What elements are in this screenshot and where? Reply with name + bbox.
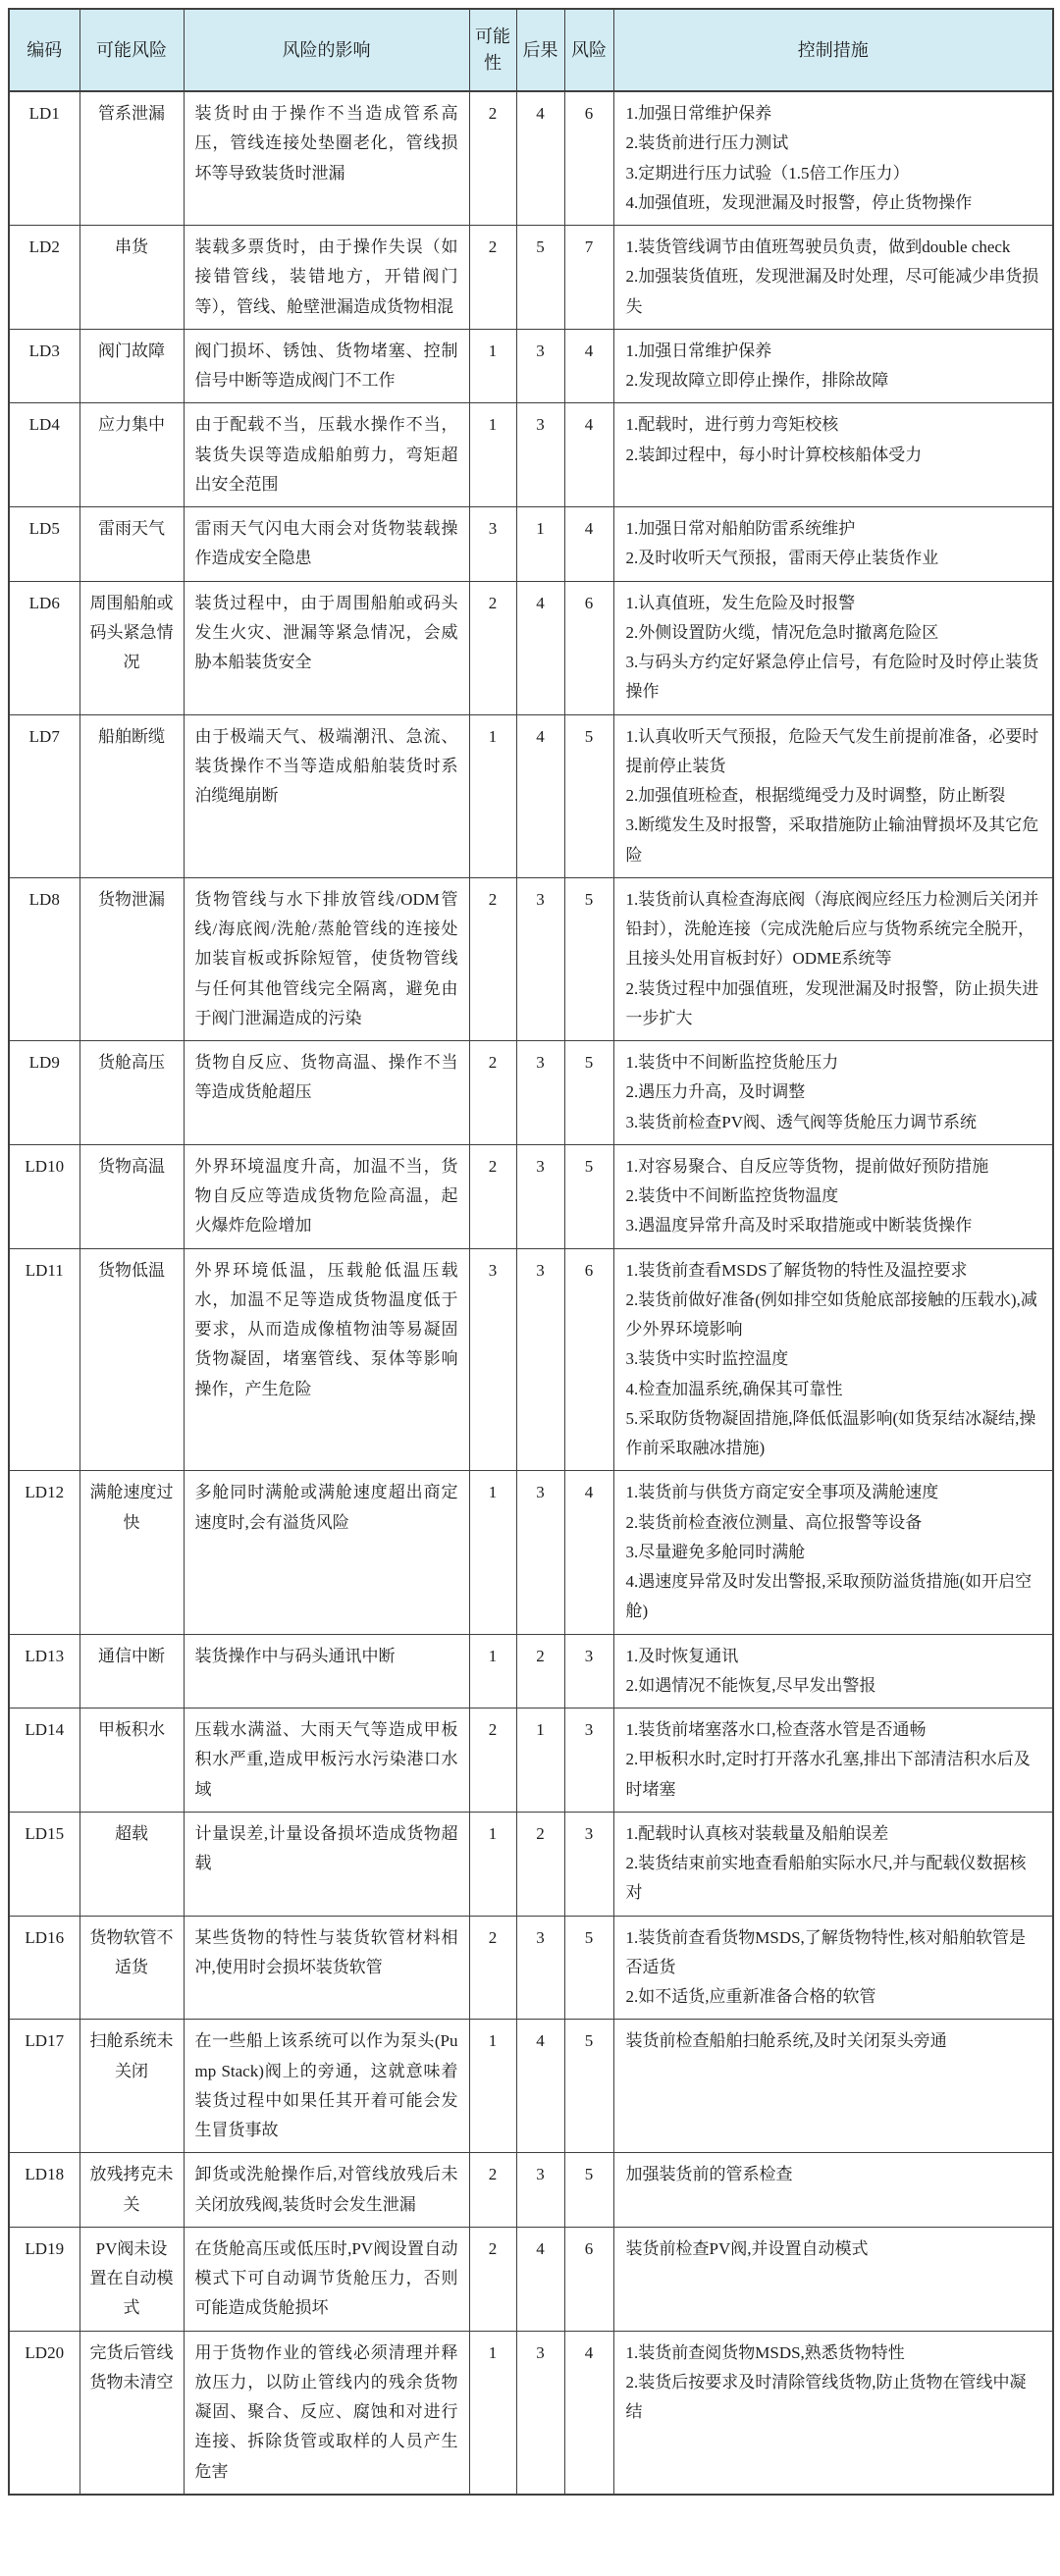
cell-possible-risk: 阀门故障 xyxy=(80,329,184,403)
cell-consequence: 3 xyxy=(516,2153,564,2228)
cell-control-measures xyxy=(613,1248,1053,1471)
control-measure-line: 2.装货结束前实地查看船舶实际水尺,并与配载仪数据核对 xyxy=(625,1854,1027,1903)
control-measure-line: 2.如遇情况不能恢复,尽早发出警报 xyxy=(625,1675,876,1695)
cell-code: LD18 xyxy=(9,2153,80,2228)
cell-code: LD17 xyxy=(9,2020,80,2153)
table-row xyxy=(9,1916,1053,2020)
cell-risk-impact: 卸货或洗舱操作后,对管线放残后未关闭放残阀,装货时会发生泄漏 xyxy=(184,2153,469,2228)
cell-risk-impact: 压载水满溢、大雨天气等造成甲板积水严重,造成甲板污水污染港口水域 xyxy=(184,1709,469,1813)
cell-code: LD10 xyxy=(9,1144,80,1248)
control-measure-line: 1.装货前与供货方商定安全事项及满舱速度 xyxy=(625,1483,939,1502)
control-measure-line: 3.与码头方约定好紧急停止信号，有危险时及时停止装货操作 xyxy=(625,653,1039,702)
cell-risk-level: 6 xyxy=(564,2227,613,2331)
control-measure-line: 2.装货前进行压力测试 xyxy=(625,133,789,153)
control-measure-line: 1.装货前查看货物MSDS,了解货物特性,核对船舶软管是否适货 xyxy=(625,1927,1027,1976)
control-measure-line: 装货前检查船舶扫舱系统,及时关闭泵头旁通 xyxy=(625,2031,947,2051)
control-measure-line: 2.发现故障立即停止操作，排除故障 xyxy=(625,371,889,390)
cell-risk-level: 5 xyxy=(564,1144,613,1248)
control-measure-line: 2.装货中不间断监控货物温度 xyxy=(625,1186,839,1205)
cell-code: LD4 xyxy=(9,403,80,507)
cell-possible-risk: 货舱高压 xyxy=(80,1041,184,1145)
cell-possible-risk: 船舶断缆 xyxy=(80,714,184,877)
cell-possibility: 2 xyxy=(469,1041,516,1145)
cell-possibility: 1 xyxy=(469,714,516,877)
cell-risk-level: 5 xyxy=(564,2020,613,2153)
table-row xyxy=(9,2331,1053,2495)
cell-control-measures xyxy=(613,403,1053,507)
cell-code: LD9 xyxy=(9,1041,80,1145)
cell-possible-risk: 雷雨天气 xyxy=(80,507,184,582)
cell-risk-level: 5 xyxy=(564,877,613,1040)
control-measure-line: 3.断缆发生及时报警，采取措施防止输油臂损坏及其它危险 xyxy=(625,815,1039,865)
cell-risk-impact: 装货过程中，由于周围船舶或码头发生火灾、泄漏等紧急情况，会威胁本船装货安全 xyxy=(184,581,469,714)
cell-possibility: 1 xyxy=(469,1634,516,1709)
cell-risk-impact: 由于极端天气、极端潮汛、急流、装货操作不当等造成船舶装货时系泊缆绳崩断 xyxy=(184,714,469,877)
cell-consequence: 3 xyxy=(516,329,564,403)
cell-risk-level: 3 xyxy=(564,1634,613,1709)
cell-possibility: 2 xyxy=(469,91,516,226)
cell-possibility: 1 xyxy=(469,2331,516,2495)
cell-risk-level: 4 xyxy=(564,329,613,403)
cell-risk-impact: 货物自反应、货物高温、操作不当等造成货舱超压 xyxy=(184,1041,469,1145)
control-measure-line: 2.及时收听天气预报，雷雨天停止装货作业 xyxy=(625,549,939,568)
cell-risk-impact: 在货舱高压或低压时,PV阀设置自动模式下可自动调节货舱压力，否则可能造成货舱损坏 xyxy=(184,2227,469,2331)
cell-risk-impact: 用于货物作业的管线必须清理并释放压力，以防止管线内的残余货物凝固、聚合、反应、腐蚀和对进行连接、拆除货管或取样的人员产生危害 xyxy=(184,2331,469,2495)
cell-possible-risk: 扫舱系统未关闭 xyxy=(80,2020,184,2153)
control-measure-line: 装货前检查PV阀,并设置自动模式 xyxy=(625,2238,869,2258)
header-risk-level: 风险 xyxy=(564,9,613,91)
cell-possibility: 2 xyxy=(469,2227,516,2331)
control-measure-line: 1.装货管线调节由值班驾驶员负责，做到double check xyxy=(625,237,1011,256)
header-possibility: 可能性 xyxy=(469,9,516,91)
table-row xyxy=(9,1634,1053,1709)
cell-control-measures xyxy=(613,2227,1053,2331)
risk-assessment-table xyxy=(8,8,1054,2496)
control-measure-line: 1.认真收听天气预报，危险天气发生前提前准备，必要时提前停止装货 xyxy=(625,726,1039,775)
cell-possible-risk: PV阀未设置在自动模式 xyxy=(80,2227,184,2331)
control-measure-line: 2.如不适货,应重新准备合格的软管 xyxy=(625,1987,876,2006)
cell-possibility: 3 xyxy=(469,507,516,582)
cell-risk-impact: 装货操作中与码头通讯中断 xyxy=(184,1634,469,1709)
cell-code: LD6 xyxy=(9,581,80,714)
table-header xyxy=(9,9,1053,91)
table-row xyxy=(9,877,1053,1040)
cell-risk-level: 6 xyxy=(564,1248,613,1471)
cell-risk-impact: 货物管线与水下排放管线/ODM管线/海底阀/洗舱/蒸舱管线的连接处加装盲板或拆除短管，使货物管线与任何其他管线完全隔离，避免由于阀门泄漏造成的污染 xyxy=(184,877,469,1040)
cell-control-measures xyxy=(613,1634,1053,1709)
cell-possibility: 1 xyxy=(469,329,516,403)
cell-code: LD1 xyxy=(9,91,80,226)
cell-risk-impact: 某些货物的特性与装货软管材料相冲,使用时会损坏装货软管 xyxy=(184,1916,469,2020)
table-row xyxy=(9,2020,1053,2153)
cell-consequence: 4 xyxy=(516,91,564,226)
cell-consequence: 2 xyxy=(516,1634,564,1709)
control-measure-line: 5.采取防货物凝固措施,降低低温影响(如货泵结冰凝结,操作前采取融冰措施) xyxy=(625,1408,1036,1457)
cell-possible-risk: 放残拷克未关 xyxy=(80,2153,184,2228)
control-measure-line: 1.装货中不间断监控货舱压力 xyxy=(625,1053,839,1072)
cell-risk-impact: 外界环境低温，压载舱低温压载水，加温不足等造成货物温度低于要求，从而造成像植物油等易凝固货物凝固，堵塞管线、泵体等影响操作，产生危险 xyxy=(184,1248,469,1471)
cell-control-measures xyxy=(613,507,1053,582)
control-measure-line: 2.装货后按要求及时清除管线货物,防止货物在管线中凝结 xyxy=(625,2372,1027,2421)
table-row xyxy=(9,329,1053,403)
cell-possible-risk: 超载 xyxy=(80,1812,184,1916)
cell-risk-level: 4 xyxy=(564,507,613,582)
control-measure-line: 加强装货前的管系检查 xyxy=(625,2165,793,2184)
cell-code: LD3 xyxy=(9,329,80,403)
control-measure-line: 3.定期进行压力试验（1.5倍工作压力） xyxy=(625,163,910,183)
control-measure-line: 3.装货前检查PV阀、透气阀等货舱压力调节系统 xyxy=(625,1112,977,1131)
cell-possibility: 3 xyxy=(469,1248,516,1471)
cell-control-measures xyxy=(613,1041,1053,1145)
cell-possibility: 2 xyxy=(469,226,516,330)
cell-control-measures xyxy=(613,714,1053,877)
cell-risk-level: 6 xyxy=(564,581,613,714)
cell-code: LD19 xyxy=(9,2227,80,2331)
control-measure-line: 1.装货前查看MSDS了解货物的特性及温控要求 xyxy=(625,1260,968,1280)
cell-risk-level: 3 xyxy=(564,1709,613,1813)
cell-risk-impact: 由于配载不当，压载水操作不当，装货失误等造成船舶剪力，弯矩超出安全范围 xyxy=(184,403,469,507)
header-row xyxy=(9,9,1053,91)
cell-risk-impact: 装载多票货时，由于操作失误（如接错管线，装错地方，开错阀门等），管线、舱壁泄漏造成货物相混 xyxy=(184,226,469,330)
cell-risk-impact: 装货时由于操作不当造成管系高压，管线连接处垫圈老化，管线损坏等导致装货时泄漏 xyxy=(184,91,469,226)
cell-code: LD14 xyxy=(9,1709,80,1813)
cell-consequence: 3 xyxy=(516,1471,564,1634)
cell-risk-level: 4 xyxy=(564,2331,613,2495)
cell-consequence: 3 xyxy=(516,403,564,507)
control-measure-line: 1.及时恢复通讯 xyxy=(625,1646,739,1665)
control-measure-line: 2.遇压力升高，及时调整 xyxy=(625,1082,806,1102)
cell-risk-impact: 外界环境温度升高，加温不当，货物自反应等造成货物危险高温，起火爆炸危险增加 xyxy=(184,1144,469,1248)
cell-control-measures xyxy=(613,2153,1053,2228)
cell-possible-risk: 串货 xyxy=(80,226,184,330)
control-measure-line: 2.外侧设置防火缆，情况危急时撤离危险区 xyxy=(625,622,939,642)
control-measure-line: 1.装货前堵塞落水口,检查落水管是否通畅 xyxy=(625,1720,927,1739)
table-row xyxy=(9,91,1053,226)
cell-consequence: 1 xyxy=(516,1709,564,1813)
control-measure-line: 4.遇速度异常及时发出警报,采取预防溢货措施(如开启空舱) xyxy=(625,1572,1033,1621)
cell-consequence: 4 xyxy=(516,581,564,714)
cell-consequence: 3 xyxy=(516,2331,564,2495)
cell-consequence: 4 xyxy=(516,2020,564,2153)
table-row xyxy=(9,714,1053,877)
cell-control-measures xyxy=(613,2331,1053,2495)
control-measure-line: 4.加强值班，发现泄漏及时报警，停止货物操作 xyxy=(625,192,973,212)
cell-possibility: 1 xyxy=(469,2020,516,2153)
cell-possibility: 2 xyxy=(469,581,516,714)
cell-possible-risk: 周围船舶或码头紧急情况 xyxy=(80,581,184,714)
table-row xyxy=(9,507,1053,582)
cell-risk-level: 4 xyxy=(564,1471,613,1634)
control-measure-line: 1.对容易聚合、自反应等货物，提前做好预防措施 xyxy=(625,1156,989,1176)
cell-control-measures xyxy=(613,226,1053,330)
control-measure-line: 2.加强值班检查，根据缆绳受力及时调整，防止断裂 xyxy=(625,786,1006,805)
table-row xyxy=(9,2227,1053,2331)
cell-possible-risk: 管系泄漏 xyxy=(80,91,184,226)
table-body xyxy=(9,91,1053,2495)
cell-risk-impact: 阀门损坏、锈蚀、货物堵塞、控制信号中断等造成阀门不工作 xyxy=(184,329,469,403)
cell-possible-risk: 满舱速度过快 xyxy=(80,1471,184,1634)
control-measure-line: 2.装货前做好准备(例如排空如货舱底部接触的压载水),减少外界环境影响 xyxy=(625,1289,1037,1339)
cell-possibility: 2 xyxy=(469,877,516,1040)
cell-code: LD2 xyxy=(9,226,80,330)
table-row xyxy=(9,1812,1053,1916)
cell-control-measures xyxy=(613,877,1053,1040)
cell-control-measures xyxy=(613,581,1053,714)
control-measure-line: 3.遇温度异常升高及时采取措施或中断装货操作 xyxy=(625,1216,973,1235)
cell-control-measures xyxy=(613,1916,1053,2020)
cell-consequence: 5 xyxy=(516,226,564,330)
cell-risk-level: 4 xyxy=(564,403,613,507)
cell-consequence: 4 xyxy=(516,2227,564,2331)
control-measure-line: 2.装货过程中加强值班，发现泄漏及时报警，防止损失进一步扩大 xyxy=(625,978,1039,1027)
cell-risk-level: 5 xyxy=(564,1041,613,1145)
cell-code: LD8 xyxy=(9,877,80,1040)
control-measure-line: 2.装货前检查液位测量、高位报警等设备 xyxy=(625,1512,923,1532)
header-risk-impact: 风险的影响 xyxy=(184,9,469,91)
cell-code: LD5 xyxy=(9,507,80,582)
cell-code: LD7 xyxy=(9,714,80,877)
table-row xyxy=(9,1471,1053,1634)
control-measure-line: 3.装货中实时监控温度 xyxy=(625,1349,789,1369)
cell-possibility: 2 xyxy=(469,1916,516,2020)
cell-control-measures xyxy=(613,2020,1053,2153)
cell-possible-risk: 货物高温 xyxy=(80,1144,184,1248)
cell-risk-level: 5 xyxy=(564,714,613,877)
cell-risk-impact: 雷雨天气闪电大雨会对货物装载操作造成安全隐患 xyxy=(184,507,469,582)
table-row xyxy=(9,1144,1053,1248)
cell-risk-level: 5 xyxy=(564,2153,613,2228)
table-row xyxy=(9,403,1053,507)
cell-risk-level: 3 xyxy=(564,1812,613,1916)
cell-risk-impact: 计量误差,计量设备损坏造成货物超载 xyxy=(184,1812,469,1916)
control-measure-line: 1.加强日常维护保养 xyxy=(625,341,772,360)
cell-control-measures xyxy=(613,1471,1053,1634)
cell-control-measures xyxy=(613,91,1053,226)
header-control-measures: 控制措施 xyxy=(613,9,1053,91)
control-measure-line: 2.加强装货值班，发现泄漏及时处理，尽可能减少串货损失 xyxy=(625,267,1039,316)
cell-possibility: 2 xyxy=(469,1709,516,1813)
cell-possibility: 1 xyxy=(469,1471,516,1634)
cell-risk-level: 7 xyxy=(564,226,613,330)
cell-code: LD20 xyxy=(9,2331,80,2495)
cell-possible-risk: 完货后管线货物未清空 xyxy=(80,2331,184,2495)
cell-consequence: 1 xyxy=(516,507,564,582)
cell-code: LD11 xyxy=(9,1248,80,1471)
cell-code: LD13 xyxy=(9,1634,80,1709)
cell-possibility: 1 xyxy=(469,1812,516,1916)
cell-code: LD16 xyxy=(9,1916,80,2020)
control-measure-line: 1.加强日常对船舶防雷系统维护 xyxy=(625,519,856,538)
cell-consequence: 4 xyxy=(516,714,564,877)
header-code: 编码 xyxy=(9,9,80,91)
cell-possibility: 2 xyxy=(469,1144,516,1248)
cell-control-measures xyxy=(613,1812,1053,1916)
cell-code: LD15 xyxy=(9,1812,80,1916)
table-row xyxy=(9,1041,1053,1145)
cell-risk-impact: 多舱同时满舱或满舱速度超出商定速度时,会有溢货风险 xyxy=(184,1471,469,1634)
cell-possible-risk: 甲板积水 xyxy=(80,1709,184,1813)
control-measure-line: 1.装货前查阅货物MSDS,熟悉货物特性 xyxy=(625,2342,905,2362)
cell-risk-level: 6 xyxy=(564,91,613,226)
cell-code: LD12 xyxy=(9,1471,80,1634)
cell-consequence: 3 xyxy=(516,1916,564,2020)
control-measure-line: 4.检查加温系统,确保其可靠性 xyxy=(625,1379,843,1398)
cell-control-measures xyxy=(613,1709,1053,1813)
cell-consequence: 3 xyxy=(516,1248,564,1471)
control-measure-line: 3.尽量避免多舱同时满舱 xyxy=(625,1542,806,1561)
cell-possible-risk: 应力集中 xyxy=(80,403,184,507)
cell-risk-impact: 在一些船上该系统可以作为泵头(Pump Stack)阀上的旁通，这就意味着装货过程中如果任其开着可能会发生冒货事故 xyxy=(184,2020,469,2153)
control-measure-line: 1.配载时认真核对装载量及船舶误差 xyxy=(625,1823,889,1843)
control-measure-line: 1.装货前认真检查海底阀（海底阀应经压力检测后关闭并铅封），洗舱连接（完成洗舱后应与货物系统完全脱开，且接头处用盲板封好）ODME系统等 xyxy=(625,889,1039,969)
header-possible-risk: 可能风险 xyxy=(80,9,184,91)
control-measure-line: 2.甲板积水时,定时打开落水孔塞,排出下部清洁积水后及时堵塞 xyxy=(625,1750,1031,1799)
cell-control-measures xyxy=(613,1144,1053,1248)
control-measure-line: 1.加强日常维护保养 xyxy=(625,104,772,123)
table-row xyxy=(9,2153,1053,2228)
cell-consequence: 3 xyxy=(516,1144,564,1248)
cell-consequence: 3 xyxy=(516,1041,564,1145)
cell-possibility: 1 xyxy=(469,403,516,507)
control-measure-line: 1.配载时，进行剪力弯矩校核 xyxy=(625,415,839,435)
cell-possible-risk: 货物泄漏 xyxy=(80,877,184,1040)
cell-possibility: 2 xyxy=(469,2153,516,2228)
cell-possible-risk: 通信中断 xyxy=(80,1634,184,1709)
cell-consequence: 2 xyxy=(516,1812,564,1916)
cell-possible-risk: 货物低温 xyxy=(80,1248,184,1471)
header-consequence: 后果 xyxy=(516,9,564,91)
table-row xyxy=(9,226,1053,330)
control-measure-line: 1.认真值班，发生危险及时报警 xyxy=(625,593,856,612)
cell-consequence: 3 xyxy=(516,877,564,1040)
cell-possible-risk: 货物软管不适货 xyxy=(80,1916,184,2020)
control-measure-line: 2.装卸过程中，每小时计算校核船体受力 xyxy=(625,445,923,464)
table-row xyxy=(9,581,1053,714)
table-row xyxy=(9,1248,1053,1471)
cell-risk-level: 5 xyxy=(564,1916,613,2020)
table-row xyxy=(9,1709,1053,1813)
cell-control-measures xyxy=(613,329,1053,403)
